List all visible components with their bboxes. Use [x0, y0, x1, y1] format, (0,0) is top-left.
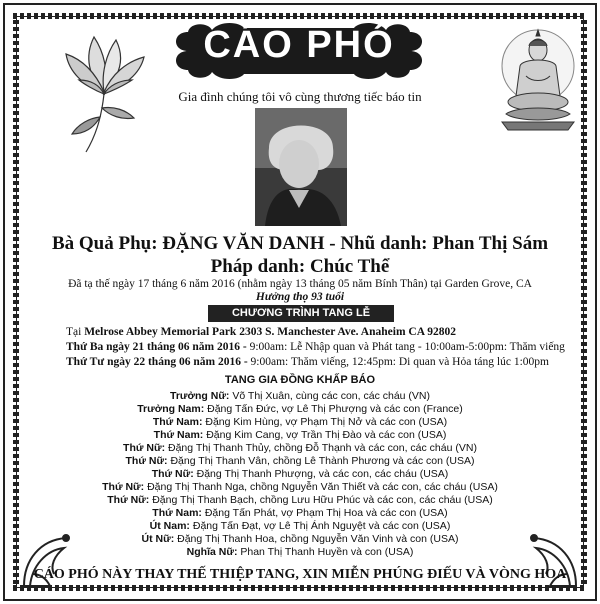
family-member: [0, 455, 600, 467]
member-text: Đặng Thị Thanh Vân, chồng Lê Thành Phương và các con (USA): [167, 455, 475, 467]
family-member: [0, 507, 600, 519]
member-text: Đặng Tấn Đức, vợ Lê Thị Phượng và các con (France): [204, 403, 463, 415]
member-text: Đặng Tấn Phát, vợ Phạm Thị Hoa và các con (USA): [201, 507, 448, 519]
member-role: Thứ Nam:: [153, 429, 204, 441]
member-role: Út Nữ:: [141, 533, 175, 545]
age-line: Hưởng thọ 93 tuổi: [255, 291, 345, 303]
member-text: Đặng Kim Cang, vợ Trần Thị Đào và các con (USA): [203, 429, 447, 441]
day2-date: Thứ Tư ngày 22 tháng 06 năm 2016 -: [66, 356, 251, 368]
passing-date: Đã tạ thế ngày 17 tháng 6 năm 2016 (nhằm ngày 13 tháng 05 năm Bính Thân) tại Garden Grove, CA: [68, 278, 532, 290]
family-member: [0, 416, 600, 428]
member-role: Trưởng Nam:: [137, 403, 205, 415]
family-member: [0, 390, 600, 402]
announcement-subtitle: Gia đình chúng tôi vô cùng thương tiếc báo tin: [178, 89, 422, 104]
portrait-photo: [255, 108, 347, 226]
day2-events: 9:00am: Thăm viếng, 12:45pm: Di quan và Hỏa táng lúc 1:00pm: [250, 356, 549, 368]
member-role: Thứ Nữ:: [107, 494, 150, 506]
family-heading: TANG GIA ĐỒNG KHẤP BÁO: [224, 374, 376, 386]
family-member: [0, 429, 600, 441]
footer-note: CÁO PHÓ NÀY THAY THẾ THIỆP TANG, XIN MIỄN PHÚNG ĐIẾU VÀ VÒNG HOA: [33, 567, 567, 582]
dharma-name: Pháp danh: Chúc Thể: [210, 256, 390, 277]
member-role: Nghĩa Nữ:: [186, 546, 238, 558]
family-member: [0, 468, 600, 480]
member-text: Đặng Thị Thanh Hoa, chồng Nguyễn Văn Vinh và con (USA): [174, 533, 459, 545]
member-text: Đặng Kim Hùng, vợ Phạm Thị Nở và các con (USA): [202, 416, 448, 428]
member-role: Thứ Nữ:: [151, 468, 194, 480]
member-role: Trưởng Nữ:: [170, 390, 230, 402]
member-role: Thứ Nam:: [152, 507, 202, 519]
member-role: Thứ Nữ:: [102, 481, 145, 493]
member-role: Thứ Nữ:: [123, 442, 166, 454]
deceased-name: Bà Quả Phụ: ĐẶNG VĂN DANH - Nhũ danh: Phan Thị Sám: [51, 233, 549, 254]
family-member: [0, 442, 600, 454]
member-role: Thứ Nữ:: [125, 455, 168, 467]
program-heading: CHƯƠNG TRÌNH TANG LỄ: [208, 305, 394, 322]
location-address: Melrose Abbey Memorial Park 2303 S. Manchester Ave. Anaheim CA 92802: [84, 326, 456, 338]
member-text: Đặng Thị Thanh Thủy, chồng Đỗ Thạnh và các con, các cháu (VN): [165, 442, 477, 454]
family-member: [0, 481, 600, 493]
member-text: Phan Thị Thanh Huyền và con (USA): [237, 546, 414, 558]
member-role: Thứ Nam:: [152, 416, 203, 428]
family-member: [0, 494, 600, 506]
family-member: [0, 403, 600, 415]
day1-events: 9:00am: Lễ Nhập quan và Phát tang - 10:00am-5:00pm: Thăm viếng: [249, 341, 565, 353]
member-text: Đặng Tấn Đạt, vợ Lê Thị Ánh Nguyệt và các con (USA): [189, 520, 451, 532]
member-text: Võ Thị Xuân, cùng các con, các cháu (VN): [229, 390, 430, 402]
location-prefix: Tại: [66, 326, 85, 338]
lotus-flower-icon: [54, 22, 154, 154]
page-title: CÁO PHÓ: [203, 24, 395, 66]
day1-date: Thứ Ba ngày 21 tháng 06 năm 2016 -: [66, 341, 250, 353]
member-text: Đặng Thị Thanh Nga, chồng Nguyễn Văn Thiết và các con, các cháu (USA): [144, 481, 498, 493]
schedule-day1: [66, 341, 565, 353]
schedule-day2: [66, 356, 549, 368]
location-line: [66, 326, 456, 338]
member-role: Út Nam:: [149, 520, 190, 532]
member-text: Đặng Thị Thanh Phượng, và các con, các cháu (USA): [193, 468, 449, 480]
buddha-icon: [496, 26, 580, 134]
member-text: Đặng Thị Thanh Bạch, chồng Lưu Hữu Phúc và các con, các cháu (USA): [149, 494, 493, 506]
